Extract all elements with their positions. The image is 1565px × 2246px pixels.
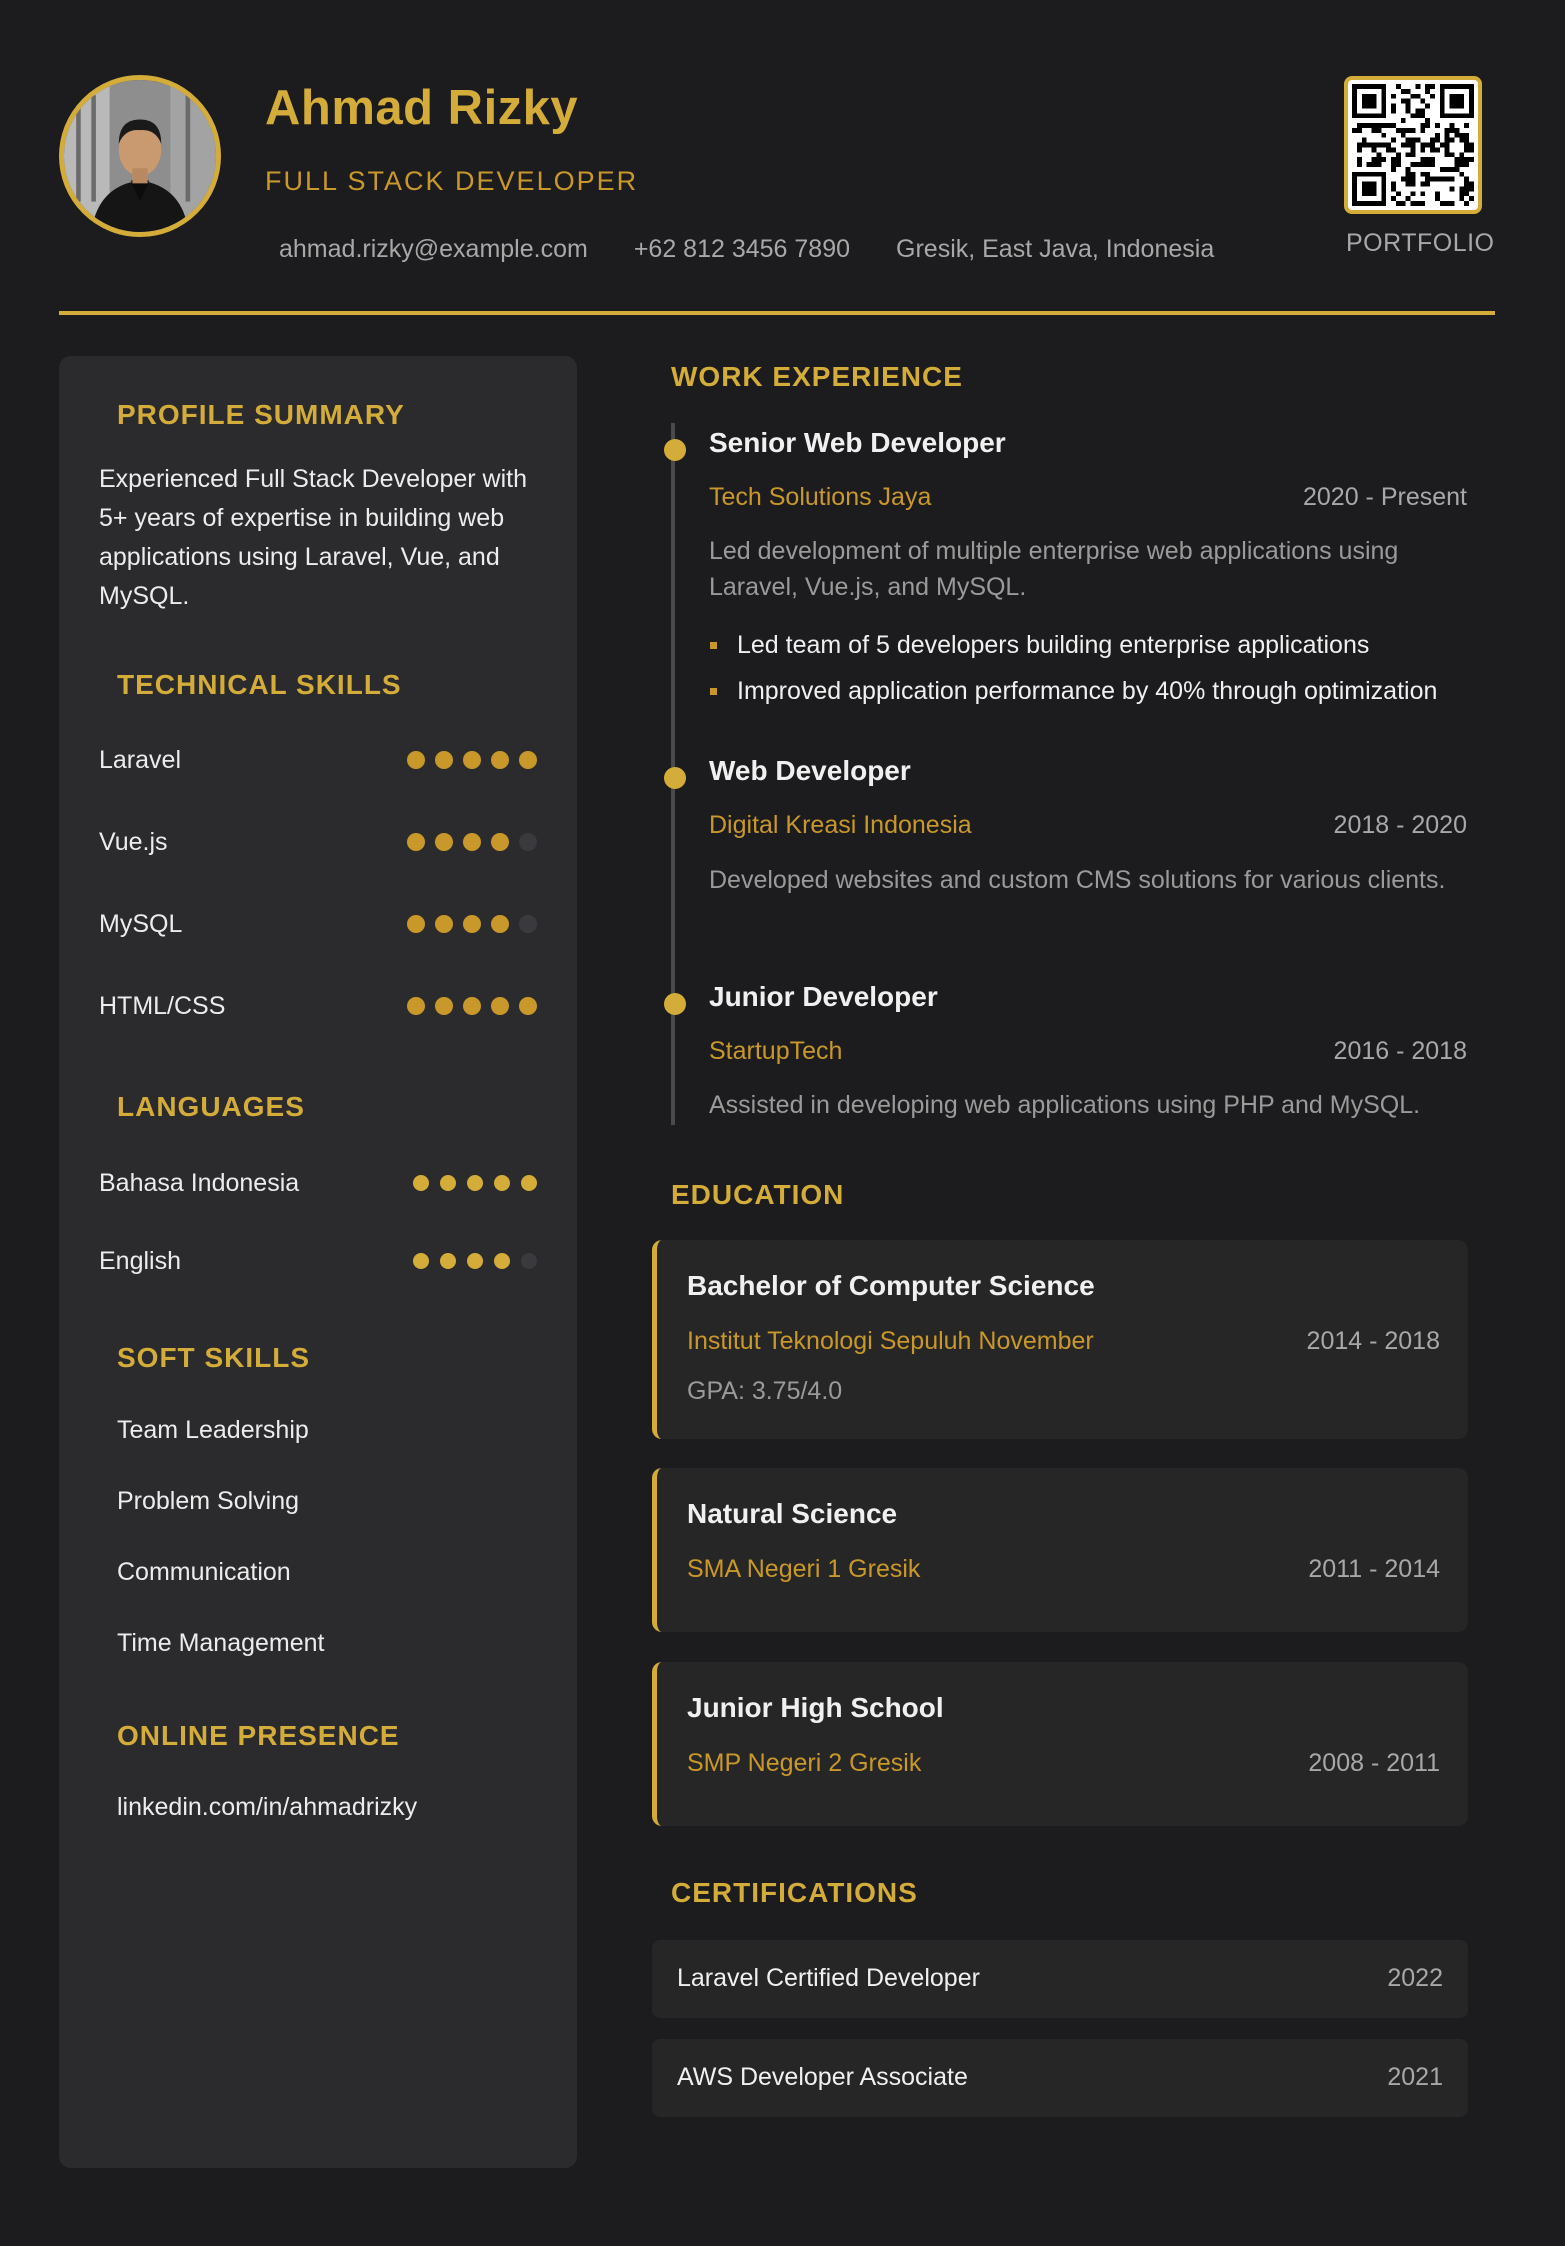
rating-dot-filled xyxy=(519,751,537,769)
certification-name: AWS Developer Associate xyxy=(677,2063,968,2091)
skill-row-htmlcss xyxy=(99,986,537,1026)
language-name: Bahasa Indonesia xyxy=(99,1168,300,1197)
rating-dot-filled xyxy=(521,1175,537,1191)
job-dates: 2016 - 2018 xyxy=(1333,1037,1467,1065)
certification-name: Laravel Certified Developer xyxy=(677,1964,980,1992)
skill-rating xyxy=(407,997,537,1015)
rating-dot-filled xyxy=(435,833,453,851)
job-company: Digital Kreasi Indonesia xyxy=(709,811,972,839)
rating-dot-filled xyxy=(494,1175,510,1191)
phone-number[interactable]: +62 812 3456 7890 xyxy=(633,235,851,263)
timeline-dot xyxy=(664,767,686,789)
degree-name: Junior High School xyxy=(687,1692,944,1723)
rating-dot-filled xyxy=(467,1253,483,1269)
full-name: Ahmad Rizky xyxy=(265,81,579,135)
skill-row-vuejs xyxy=(99,822,537,862)
qr-label: PORTFOLIO xyxy=(1346,229,1495,257)
location-text: Gresik, East Java, Indonesia xyxy=(896,235,1215,263)
language-row-indonesian xyxy=(99,1163,537,1203)
certification-year: 2021 xyxy=(1387,2063,1443,2091)
certification-card xyxy=(652,2039,1468,2117)
education-card xyxy=(652,1240,1468,1439)
achievement-item: Led team of 5 developers building enterprise applications xyxy=(709,627,1437,673)
job-title: Junior Developer xyxy=(709,981,938,1012)
school-name: Institut Teknologi Sepuluh November xyxy=(687,1327,1094,1355)
skill-rating xyxy=(407,751,537,769)
degree-name: Natural Science xyxy=(687,1498,898,1529)
education-dates: 2011 - 2014 xyxy=(1308,1555,1440,1583)
language-row-english xyxy=(99,1241,537,1281)
degree-name: Bachelor of Computer Science xyxy=(687,1270,1095,1301)
achievement-item: Improved application performance by 40% through optimization xyxy=(709,673,1437,719)
rating-dot-filled xyxy=(413,1253,429,1269)
online-presence-heading: ONLINE PRESENCE xyxy=(117,1720,400,1751)
certification-card xyxy=(652,1940,1468,2018)
rating-dot-filled xyxy=(491,833,509,851)
skill-name: Laravel xyxy=(99,745,181,774)
rating-dot-filled xyxy=(491,751,509,769)
rating-dot-empty xyxy=(519,915,537,933)
rating-dot-empty xyxy=(521,1253,537,1269)
rating-dot-filled xyxy=(440,1253,456,1269)
profile-summary-text: Experienced Full Stack Developer with 5+ years of expertise in building web applications using Laravel, Vue, and MySQL. xyxy=(99,465,527,610)
skill-name: MySQL xyxy=(99,909,183,938)
certifications-heading: CERTIFICATIONS xyxy=(671,1877,918,1908)
technical-skills-heading: TECHNICAL SKILLS xyxy=(117,669,402,700)
rating-dot-filled xyxy=(407,997,425,1015)
soft-skill-item: Communication xyxy=(117,1558,291,1586)
rating-dot-filled xyxy=(467,1175,483,1191)
languages-heading: LANGUAGES xyxy=(117,1091,305,1122)
contact-info xyxy=(279,235,1214,264)
rating-dot-filled xyxy=(491,915,509,933)
soft-skill-item: Time Management xyxy=(117,1629,325,1657)
job-title: Web Developer xyxy=(709,755,911,786)
soft-skill-item: Problem Solving xyxy=(117,1487,300,1515)
skill-row-mysql xyxy=(99,904,537,944)
rating-dot-filled xyxy=(407,751,425,769)
rating-dot-filled xyxy=(494,1253,510,1269)
portfolio-qr-code[interactable] xyxy=(1344,76,1482,214)
rating-dot-filled xyxy=(435,915,453,933)
job-company: Tech Solutions Jaya xyxy=(709,483,932,511)
linkedin-link[interactable]: linkedin.com/in/ahmadrizky xyxy=(117,1793,418,1821)
skill-rating xyxy=(407,833,537,851)
gpa-text: GPA: 3.75/4.0 xyxy=(687,1377,843,1405)
rating-dot-filled xyxy=(440,1175,456,1191)
work-experience-heading: WORK EXPERIENCE xyxy=(671,361,963,392)
job-company: StartupTech xyxy=(709,1037,843,1065)
rating-dot-filled xyxy=(463,833,481,851)
education-dates: 2014 - 2018 xyxy=(1306,1327,1440,1355)
job-dates: 2018 - 2020 xyxy=(1333,811,1467,839)
language-name: English xyxy=(99,1246,181,1275)
soft-skill-item: Team Leadership xyxy=(117,1416,309,1444)
education-heading: EDUCATION xyxy=(671,1179,845,1210)
rating-dot-filled xyxy=(463,915,481,933)
job-description: Led development of multiple enterprise web applications using Laravel, Vue.js, and MySQL. xyxy=(709,537,1399,601)
education-card xyxy=(652,1468,1468,1632)
sidebar xyxy=(59,356,577,2168)
rating-dot-filled xyxy=(491,997,509,1015)
school-name: SMP Negeri 2 Gresik xyxy=(687,1749,922,1777)
timeline-dot xyxy=(664,993,686,1015)
timeline-dot xyxy=(664,439,686,461)
rating-dot-filled xyxy=(413,1175,429,1191)
education-card xyxy=(652,1662,1468,1826)
header-divider xyxy=(59,311,1495,315)
job-achievements xyxy=(709,627,1437,719)
language-rating xyxy=(413,1175,537,1191)
rating-dot-filled xyxy=(463,997,481,1015)
rating-dot-filled xyxy=(407,915,425,933)
rating-dot-filled xyxy=(519,997,537,1015)
education-dates: 2008 - 2011 xyxy=(1308,1749,1440,1777)
skill-row-laravel xyxy=(99,740,537,780)
job-description: Assisted in developing web applications using PHP and MySQL. xyxy=(709,1091,1421,1119)
skill-name: HTML/CSS xyxy=(99,991,226,1020)
rating-dot-filled xyxy=(407,833,425,851)
skill-name: Vue.js xyxy=(99,827,168,856)
profile-summary-heading: PROFILE SUMMARY xyxy=(117,399,405,430)
language-rating xyxy=(413,1253,537,1269)
rating-dot-filled xyxy=(435,751,453,769)
rating-dot-empty xyxy=(519,833,537,851)
rating-dot-filled xyxy=(463,751,481,769)
profile-photo xyxy=(59,75,221,237)
skill-rating xyxy=(407,915,537,933)
rating-dot-filled xyxy=(435,997,453,1015)
school-name: SMA Negeri 1 Gresik xyxy=(687,1555,921,1583)
certification-year: 2022 xyxy=(1387,1964,1443,1992)
job-dates: 2020 - Present xyxy=(1303,483,1467,511)
email-link[interactable]: ahmad.rizky@example.com xyxy=(279,235,588,263)
soft-skills-heading: SOFT SKILLS xyxy=(117,1342,310,1373)
job-title: Senior Web Developer xyxy=(709,427,1006,458)
job-title-headline: FULL STACK DEVELOPER xyxy=(265,166,639,196)
job-description: Developed websites and custom CMS solutions for various clients. xyxy=(709,866,1446,894)
